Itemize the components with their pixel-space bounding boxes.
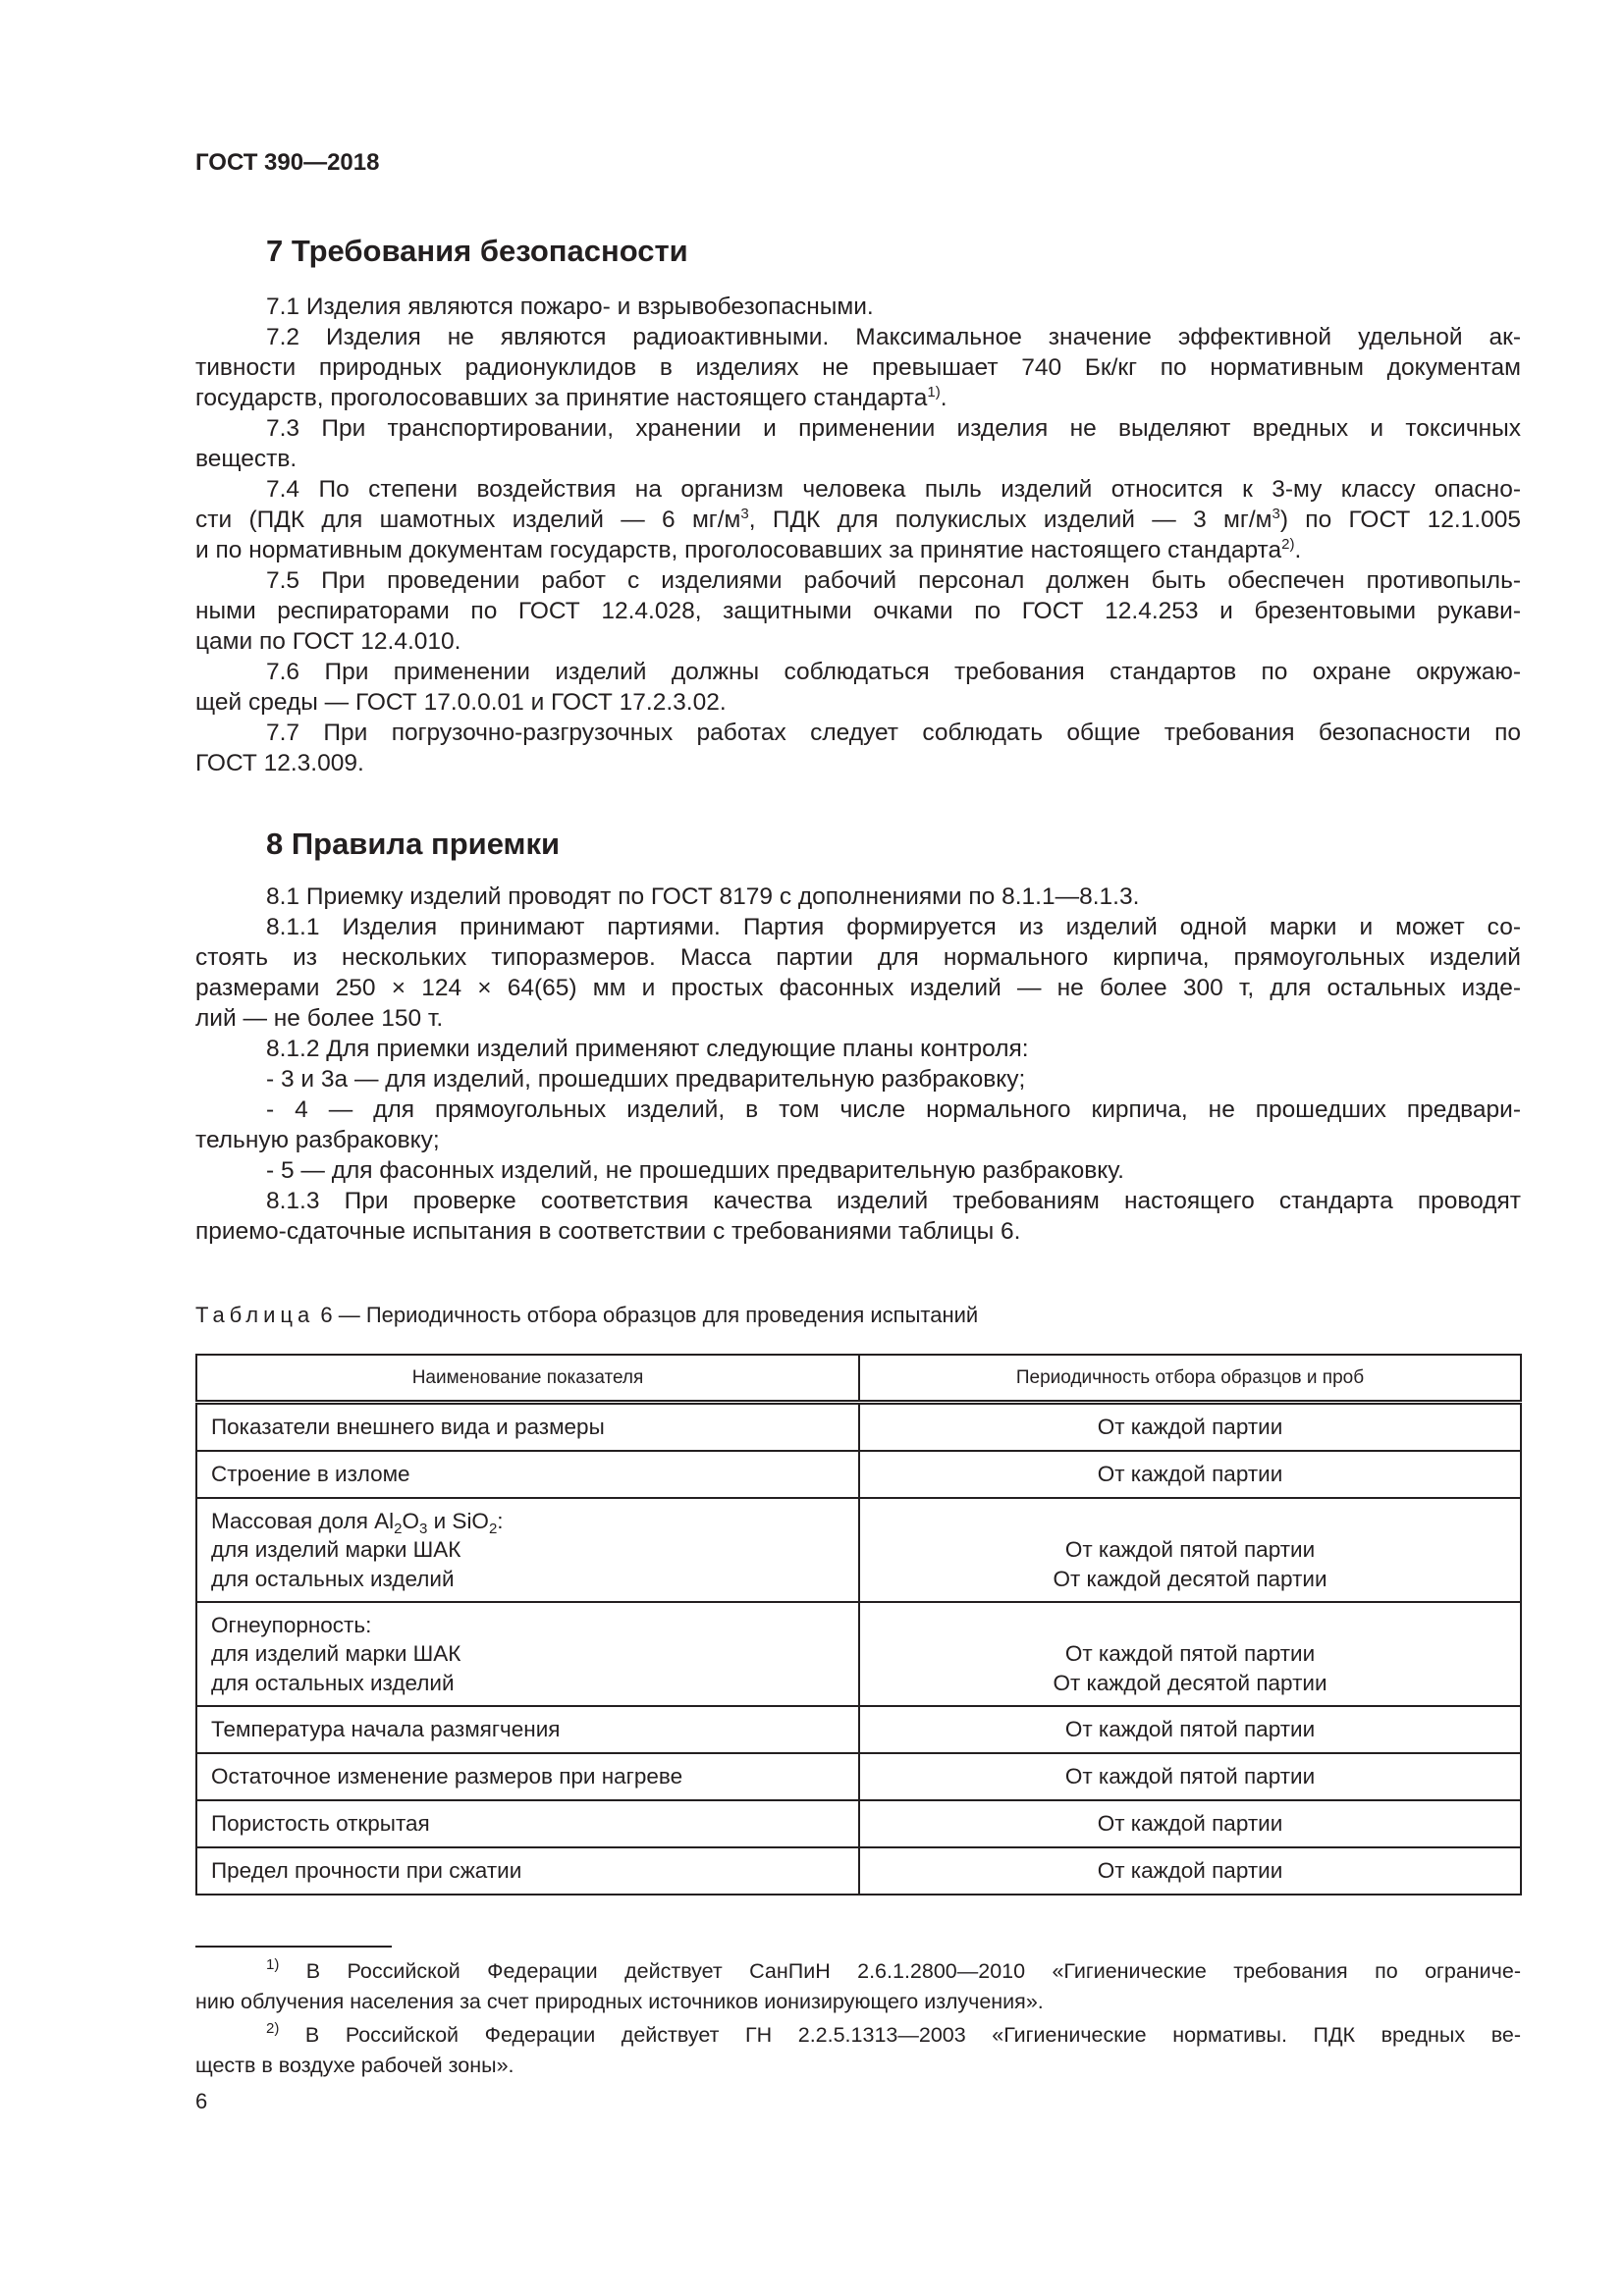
paragraph xyxy=(195,881,1521,912)
text-run: В Российской Федерации действует ГН 2.2.5.1313—2003 «Гигиенические нормативы. ПДК вредных ве- xyxy=(279,2023,1521,2047)
text-run: Массовая доля Al xyxy=(211,1508,395,1533)
text-run: 7.2 Изделия не являются радиоактивными. Максимальное значение эффективной удельной ак- xyxy=(266,324,1521,350)
text-run: 7.7 При погрузочно-разгрузочных работах следует соблюдать общие требования безопасности по xyxy=(266,720,1521,746)
text-line xyxy=(211,1809,844,1839)
text-run: ГОСТ 12.3.009. xyxy=(195,750,364,776)
paragraph xyxy=(195,1064,1521,1095)
text-line xyxy=(195,1064,1521,1095)
text-run: . xyxy=(1294,537,1302,563)
text-run: Температура начала размягчения xyxy=(211,1717,561,1742)
text-run: щей среды — ГОСТ 17.0.0.01 и ГОСТ 17.2.3.02. xyxy=(195,689,727,716)
text-line xyxy=(211,1856,844,1886)
text-line xyxy=(195,912,1521,942)
text-line xyxy=(211,1639,844,1669)
text-run: веществ. xyxy=(195,446,298,472)
footnote-2 xyxy=(195,2019,1521,2080)
cell-indicator-name xyxy=(196,1753,859,1800)
text-line xyxy=(211,1413,844,1442)
table-6 xyxy=(195,1354,1522,1896)
table-row xyxy=(196,1800,1521,1847)
text-line xyxy=(195,1003,1521,1034)
text-run: для остальных изделий xyxy=(211,1670,455,1695)
text-run: O xyxy=(402,1508,420,1533)
paragraph xyxy=(195,413,1521,474)
text-line xyxy=(195,1955,1521,1986)
text-run: . xyxy=(940,385,947,411)
text-run: От каждой пятой партии xyxy=(1064,1717,1316,1742)
table-row xyxy=(196,1602,1521,1706)
superscript: 2) xyxy=(266,2020,280,2037)
paragraph xyxy=(195,1034,1521,1064)
paragraph xyxy=(195,718,1521,778)
cell-sampling-frequency xyxy=(859,1847,1521,1895)
cell-sampling-frequency xyxy=(859,1602,1521,1706)
text-line xyxy=(211,1535,844,1565)
text-line xyxy=(874,1611,1506,1640)
section-7-title: 7 Требования безопасности xyxy=(266,234,688,268)
text-line xyxy=(874,1507,1506,1536)
text-line xyxy=(211,1565,844,1594)
superscript: 2) xyxy=(1281,536,1295,553)
table-row xyxy=(196,1847,1521,1895)
text-line xyxy=(874,1762,1506,1791)
text-line xyxy=(874,1669,1506,1698)
text-run: От каждой пятой партии xyxy=(1064,1537,1316,1563)
text-line xyxy=(195,881,1521,912)
text-run: 7.3 При транспортировании, хранении и применении изделия не выделяют вредных и токсичных xyxy=(266,415,1521,442)
text-run: - 4 — для прямоугольных изделий, в том числе нормального кирпича, не прошедших предвари- xyxy=(266,1096,1521,1123)
paragraph xyxy=(195,912,1521,1034)
section-8-body xyxy=(195,881,1521,1247)
text-run: От каждой партии xyxy=(1097,1415,1283,1440)
text-run: : xyxy=(497,1508,504,1533)
cell-sampling-frequency xyxy=(859,1498,1521,1602)
subscript: 2 xyxy=(488,1520,498,1537)
text-line xyxy=(195,1186,1521,1216)
cell-sampling-frequency xyxy=(859,1403,1521,1452)
cell-sampling-frequency xyxy=(859,1800,1521,1847)
superscript: 1) xyxy=(927,384,941,400)
text-run: для изделий марки ШАК xyxy=(211,1641,461,1667)
table-row xyxy=(196,1498,1521,1602)
text-line xyxy=(211,1460,844,1489)
text-line xyxy=(195,1125,1521,1155)
text-run: ) по ГОСТ 12.1.005 xyxy=(1279,507,1521,533)
text-line xyxy=(195,383,1521,413)
text-line xyxy=(195,718,1521,748)
text-line xyxy=(195,1034,1521,1064)
table-caption-text: 6 — Периодичность отбора образцов для проведения испытаний xyxy=(314,1303,979,1327)
text-run: От каждой партии xyxy=(1097,1462,1283,1487)
text-run: 7.1 Изделия являются пожаро- и взрывобезопасными. xyxy=(266,294,874,320)
superscript: 3 xyxy=(740,506,749,522)
text-line xyxy=(195,565,1521,596)
text-run xyxy=(1187,1613,1193,1637)
text-line xyxy=(195,322,1521,352)
text-line xyxy=(874,1809,1506,1839)
text-line xyxy=(195,1095,1521,1125)
text-run: размерами 250 × 124 × 64(65) мм и простых фасонных изделий — не более 300 т, для остальных изде- xyxy=(195,975,1521,1001)
text-run: лий — не более 150 т. xyxy=(195,1005,444,1032)
subscript: 2 xyxy=(394,1520,403,1537)
table-caption-label: Таблица xyxy=(195,1303,315,1327)
text-run: - 5 — для фасонных изделий, не прошедших предварительную разбраковку. xyxy=(266,1157,1124,1184)
text-line xyxy=(195,474,1521,505)
cell-sampling-frequency xyxy=(859,1451,1521,1498)
cell-indicator-name xyxy=(196,1451,859,1498)
text-line xyxy=(195,1216,1521,1247)
paragraph xyxy=(195,657,1521,718)
text-run: ными респираторами по ГОСТ 12.4.028, защитными очками по ГОСТ 12.4.253 и брезентовыми рукави- xyxy=(195,598,1521,624)
cell-sampling-frequency xyxy=(859,1753,1521,1800)
paragraph xyxy=(195,1186,1521,1247)
text-run: приемо-сдаточные испытания в соответствии с требованиями таблицы 6. xyxy=(195,1218,1021,1245)
text-run: государств, проголосовавших за принятие настоящего стандарта xyxy=(195,385,928,411)
text-line xyxy=(195,942,1521,973)
paragraph xyxy=(195,292,1521,322)
text-line xyxy=(195,2050,1521,2080)
text-run: 7.4 По степени воздействия на организм человека пыль изделий относится к 3-му классу опасно- xyxy=(266,476,1521,503)
table-row xyxy=(196,1403,1521,1452)
text-run: От каждой десятой партии xyxy=(1053,1670,1327,1695)
text-line xyxy=(195,352,1521,383)
text-line xyxy=(195,505,1521,535)
text-run: стоять из нескольких типоразмеров. Масса партии для нормального кирпича, прямоугольных изделий xyxy=(195,944,1521,971)
text-run: , ПДК для полукислых изделий — 3 мг/м xyxy=(748,507,1272,533)
text-run: ществ в воздухе рабочей зоны». xyxy=(195,2054,514,2077)
subscript: 3 xyxy=(419,1520,428,1537)
text-line xyxy=(211,1507,844,1536)
text-run: 8.1.3 При проверке соответствия качества изделий требованиям настоящего стандарта проводят xyxy=(266,1188,1521,1214)
text-line xyxy=(874,1535,1506,1565)
section-8-title: 8 Правила приемки xyxy=(266,827,561,861)
text-run: От каждой партии xyxy=(1097,1811,1283,1837)
table-row xyxy=(196,1753,1521,1800)
text-run: - 3 и 3а — для изделий, прошедших предварительную разбраковку; xyxy=(266,1066,1026,1093)
cell-indicator-name xyxy=(196,1706,859,1753)
text-run: для остальных изделий xyxy=(211,1566,455,1591)
text-line xyxy=(874,1413,1506,1442)
table-row xyxy=(196,1451,1521,1498)
text-run: 8.1.2 Для приемки изделий применяют следующие планы контроля: xyxy=(266,1036,1029,1062)
text-run xyxy=(1187,1509,1193,1533)
cell-indicator-name xyxy=(196,1847,859,1895)
cell-indicator-name xyxy=(196,1403,859,1452)
text-line xyxy=(874,1639,1506,1669)
paragraph xyxy=(195,322,1521,413)
text-run: Пористость открытая xyxy=(211,1811,430,1837)
section-7-body xyxy=(195,292,1521,778)
text-line xyxy=(874,1715,1506,1744)
paragraph xyxy=(195,1095,1521,1155)
cell-indicator-name xyxy=(196,1800,859,1847)
text-line xyxy=(195,973,1521,1003)
text-line xyxy=(874,1565,1506,1594)
text-run: Строение в изломе xyxy=(211,1462,410,1487)
cell-indicator-name xyxy=(196,1498,859,1602)
text-run: От каждой партии xyxy=(1097,1858,1283,1884)
page-number: 6 xyxy=(195,2089,208,2113)
text-line xyxy=(195,596,1521,626)
text-line xyxy=(195,657,1521,687)
cell-sampling-frequency xyxy=(859,1706,1521,1753)
text-line xyxy=(211,1715,844,1744)
text-line xyxy=(195,413,1521,444)
text-run: Показатели внешнего вида и размеры xyxy=(211,1415,605,1440)
text-line xyxy=(195,1986,1521,2016)
column-header-frequency: Периодичность отбора образцов и проб xyxy=(859,1355,1521,1403)
text-run: 8.1.1 Изделия принимают партиями. Партия формируется из изделий одной марки и может со- xyxy=(266,914,1521,940)
text-line xyxy=(195,748,1521,778)
text-run: Огнеупорность: xyxy=(211,1612,372,1637)
cell-indicator-name xyxy=(196,1602,859,1706)
paragraph xyxy=(195,1155,1521,1186)
text-run: От каждой пятой партии xyxy=(1064,1641,1316,1667)
text-run: 8.1 Приемку изделий проводят по ГОСТ 8179 с дополнениями по 8.1.1—8.1.3. xyxy=(266,883,1140,910)
text-line xyxy=(211,1669,844,1698)
text-run: для изделий марки ШАК xyxy=(211,1537,461,1563)
text-line xyxy=(195,687,1521,718)
text-run: тельную разбраковку; xyxy=(195,1127,440,1153)
text-line xyxy=(195,626,1521,657)
text-run: и по нормативным документам государств, проголосовавших за принятие настоящего стандарта xyxy=(195,537,1282,563)
footnote-1 xyxy=(195,1955,1521,2016)
text-run: 7.6 При применении изделий должны соблюдаться требования стандартов по охране окружаю- xyxy=(266,659,1521,685)
footnote-divider xyxy=(195,1946,392,1948)
text-run: тивности природных радионуклидов в изделиях не превышает 740 Бк/кг по нормативным документам xyxy=(195,354,1521,381)
text-run: Предел прочности при сжатии xyxy=(211,1858,522,1884)
text-run: От каждой десятой партии xyxy=(1053,1566,1327,1591)
text-run: 7.5 При проведении работ с изделиями рабочий персонал должен быть обеспечен противопыль- xyxy=(266,567,1521,594)
text-run: В Российской Федерации действует СанПиН 2.6.1.2800—2010 «Гигиенические требования по ограниче- xyxy=(279,1959,1521,1983)
text-run: Остаточное изменение размеров при нагреве xyxy=(211,1764,683,1789)
text-run: От каждой пятой партии xyxy=(1064,1764,1316,1789)
text-line xyxy=(195,1155,1521,1186)
paragraph xyxy=(195,565,1521,657)
text-line xyxy=(211,1762,844,1791)
table-caption xyxy=(195,1303,978,1328)
text-line xyxy=(211,1611,844,1640)
text-run: сти (ПДК для шамотных изделий — 6 мг/м xyxy=(195,507,741,533)
text-line xyxy=(195,2019,1521,2050)
superscript: 3 xyxy=(1272,506,1280,522)
document-header: ГОСТ 390—2018 xyxy=(195,149,380,176)
text-run: цами по ГОСТ 12.4.010. xyxy=(195,628,461,655)
text-run: и SiO xyxy=(427,1508,489,1533)
table-row xyxy=(196,1706,1521,1753)
text-line xyxy=(195,535,1521,565)
paragraph xyxy=(195,474,1521,565)
text-line xyxy=(195,444,1521,474)
column-header-name: Наименование показателя xyxy=(196,1355,859,1403)
text-run: нию облучения населения за счет природных источников ионизирующего излучения». xyxy=(195,1990,1044,2013)
superscript: 1) xyxy=(266,1956,280,1973)
text-line xyxy=(874,1856,1506,1886)
text-line xyxy=(195,292,1521,322)
table-header-row xyxy=(196,1355,1521,1403)
text-line xyxy=(874,1460,1506,1489)
